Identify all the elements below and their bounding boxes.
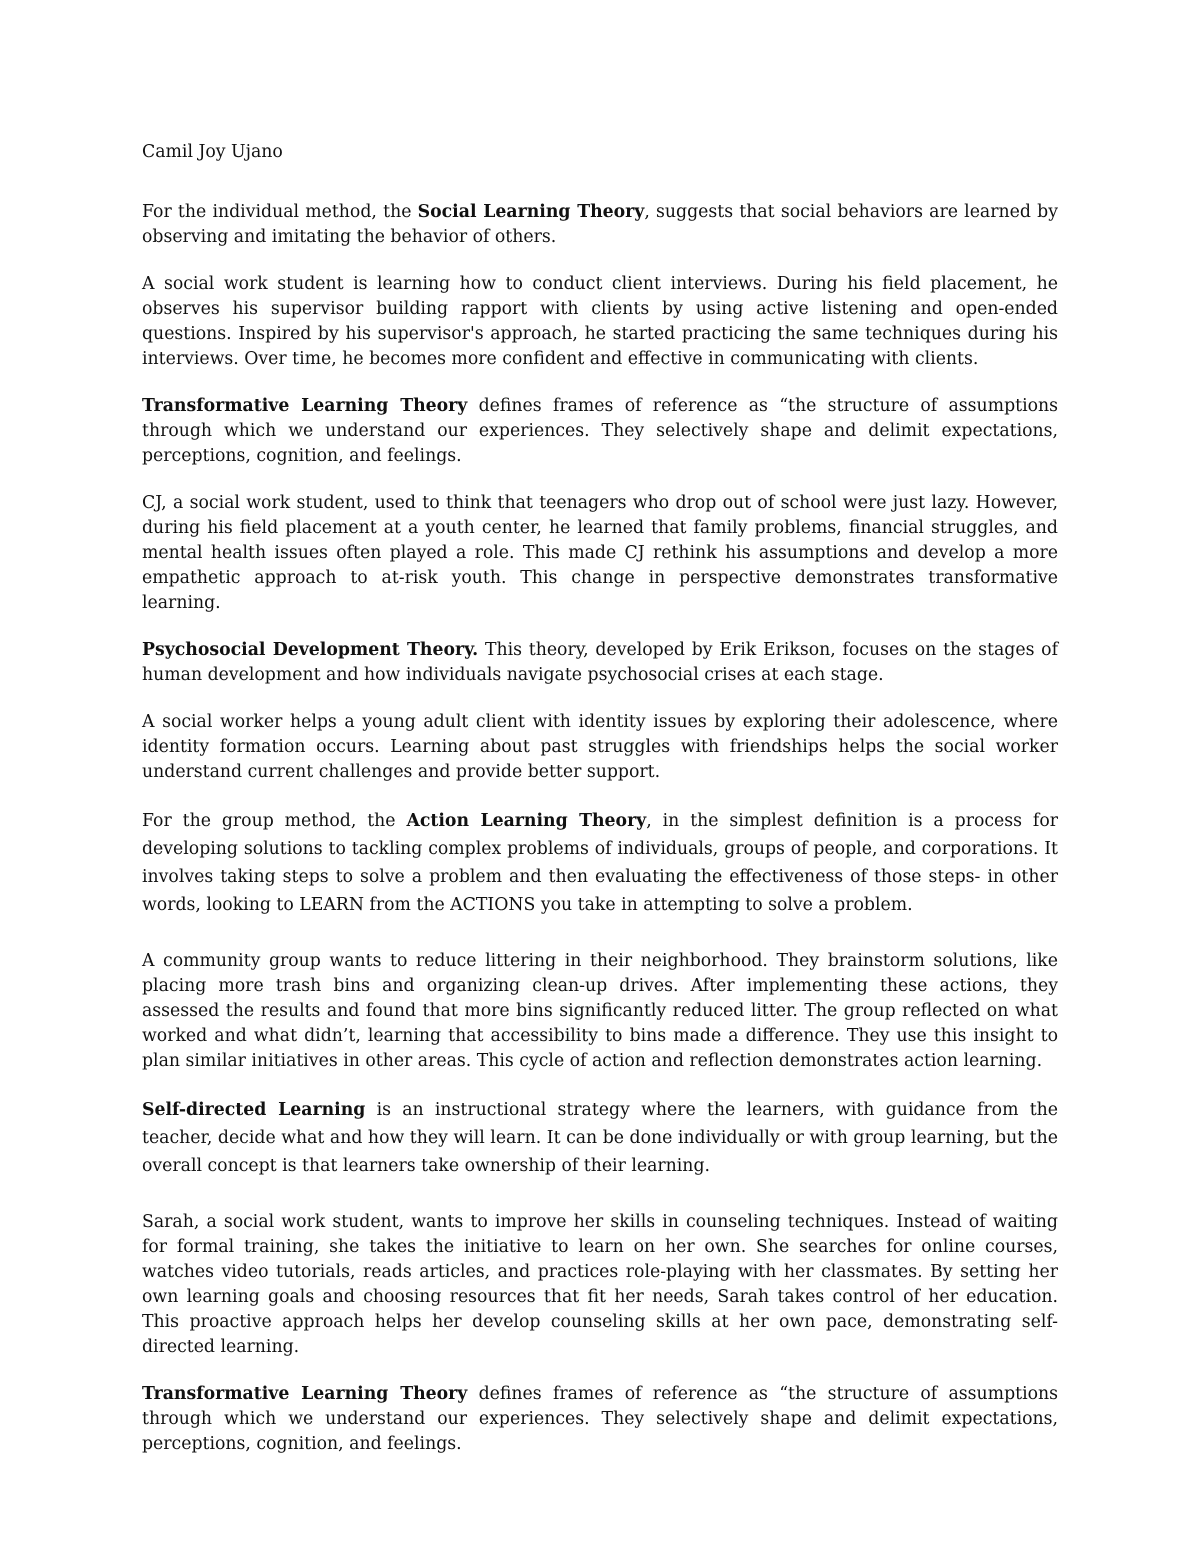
paragraph-text: For the individual method, the [142,202,418,222]
paragraph-action-learning-example [142,949,1058,1074]
paragraph-self-directed-example [142,1210,1058,1360]
paragraph-transformative-learning-example [142,491,1058,616]
paragraph-text: A social worker helps a young adult client with identity issues by exploring their adolescence, where identity formation occurs. Learning about past struggles with friendships helps the social worker understand current challenges and provide better support. [142,712,1058,782]
bold-term: Self-directed Learning [142,1100,366,1120]
document-page [142,140,1058,1479]
paragraph-psychosocial-development-theory [142,638,1058,688]
paragraph-self-directed-learning [142,1096,1058,1180]
paragraph-text: CJ, a social work student, used to think that teenagers who drop out of school were just lazy. However, during his field placement at a youth center, he learned that family problems, financial struggles, and mental health issues often played a role. This made CJ rethink his assumptions and develop a more empathetic approach to at-risk youth. This change in perspective demonstrates transformative learning. [142,493,1058,613]
paragraph-text: This theory, developed by Erik Erikson, focuses on the stages of human development and how individuals navigate psychosocial crises at each stage. [142,640,1058,685]
paragraph-text: defines frames of reference as “the structure of assumptions through which we understand our experiences. They selectively shape and delimit expectations, perceptions, cognition, and feelings. [142,1384,1059,1454]
paragraph-social-learning-example [142,272,1058,372]
paragraph-text: , suggests that social behaviors are learned by observing and imitating the behavior of others. [142,202,1058,247]
paragraph-transformative-learning-theory-repeat [142,1382,1058,1457]
paragraph-text: is an instructional strategy where the learners, with guidance from the teacher, decide what and how they will learn. It can be done individually or with group learning, but the overall concept is that learners take ownership of their learning. [142,1100,1058,1176]
paragraph-text: Sarah, a social work student, wants to improve her skills in counseling techniques. Instead of waiting for formal training, she takes the initiative to learn on her own. She searches for online courses, watches video tutorials, reads articles, and practices role-playing with her classmates. By setting her own learning goals and choosing resources that fit her needs, Sarah takes control of her education. This proactive approach helps her develop counseling skills at her own pace, demonstrating self-directed learning. [142,1212,1058,1357]
bold-term: Transformative Learning Theory [142,396,468,416]
paragraph-transformative-learning-theory [142,394,1058,469]
paragraph-text: A community group wants to reduce littering in their neighborhood. They brainstorm solutions, like placing more trash bins and organizing clean-up drives. After implementing these actions, they assessed the results and found that more bins significantly reduced litter. The group reflected on what worked and what didn’t, learning that accessibility to bins made a difference. They use this insight to plan similar initiatives in other areas. This cycle of action and reflection demonstrates action learning. [142,951,1058,1071]
bold-term: Action Learning Theory [406,811,647,831]
paragraph-text: , in the simplest definition is a process for developing solutions to tackling complex problems of individuals, groups of people, and corporations. It involves taking steps to solve a problem and then evaluating the effectiveness of those steps- in other words, looking to LEARN from the ACTIONS you take in attempting to solve a problem. [142,811,1058,915]
paragraph-text: A social work student is learning how to conduct client interviews. During his field placement, he observes his supervisor building rapport with clients by using active listening and open-ended questions. Inspired by his supervisor's approach, he started practicing the same techniques during his interviews. Over time, he becomes more confident and effective in communicating with clients. [142,274,1058,369]
paragraph-action-learning-theory [142,807,1058,919]
bold-term: Transformative Learning Theory [142,1384,468,1404]
paragraph-text: For the group method, the [142,811,407,831]
paragraph-social-learning-theory [142,200,1058,250]
bold-term: Social Learning Theory [417,202,645,222]
author-name: Camil Joy Ujano [142,142,283,162]
paragraph-text: defines frames of reference as “the structure of assumptions through which we understand our experiences. They selectively shape and delimit expectations, perceptions, cognition, and feelings. [142,396,1059,466]
paragraph-psychosocial-example [142,710,1058,785]
bold-term: Psychosocial Development Theory. [142,640,479,660]
